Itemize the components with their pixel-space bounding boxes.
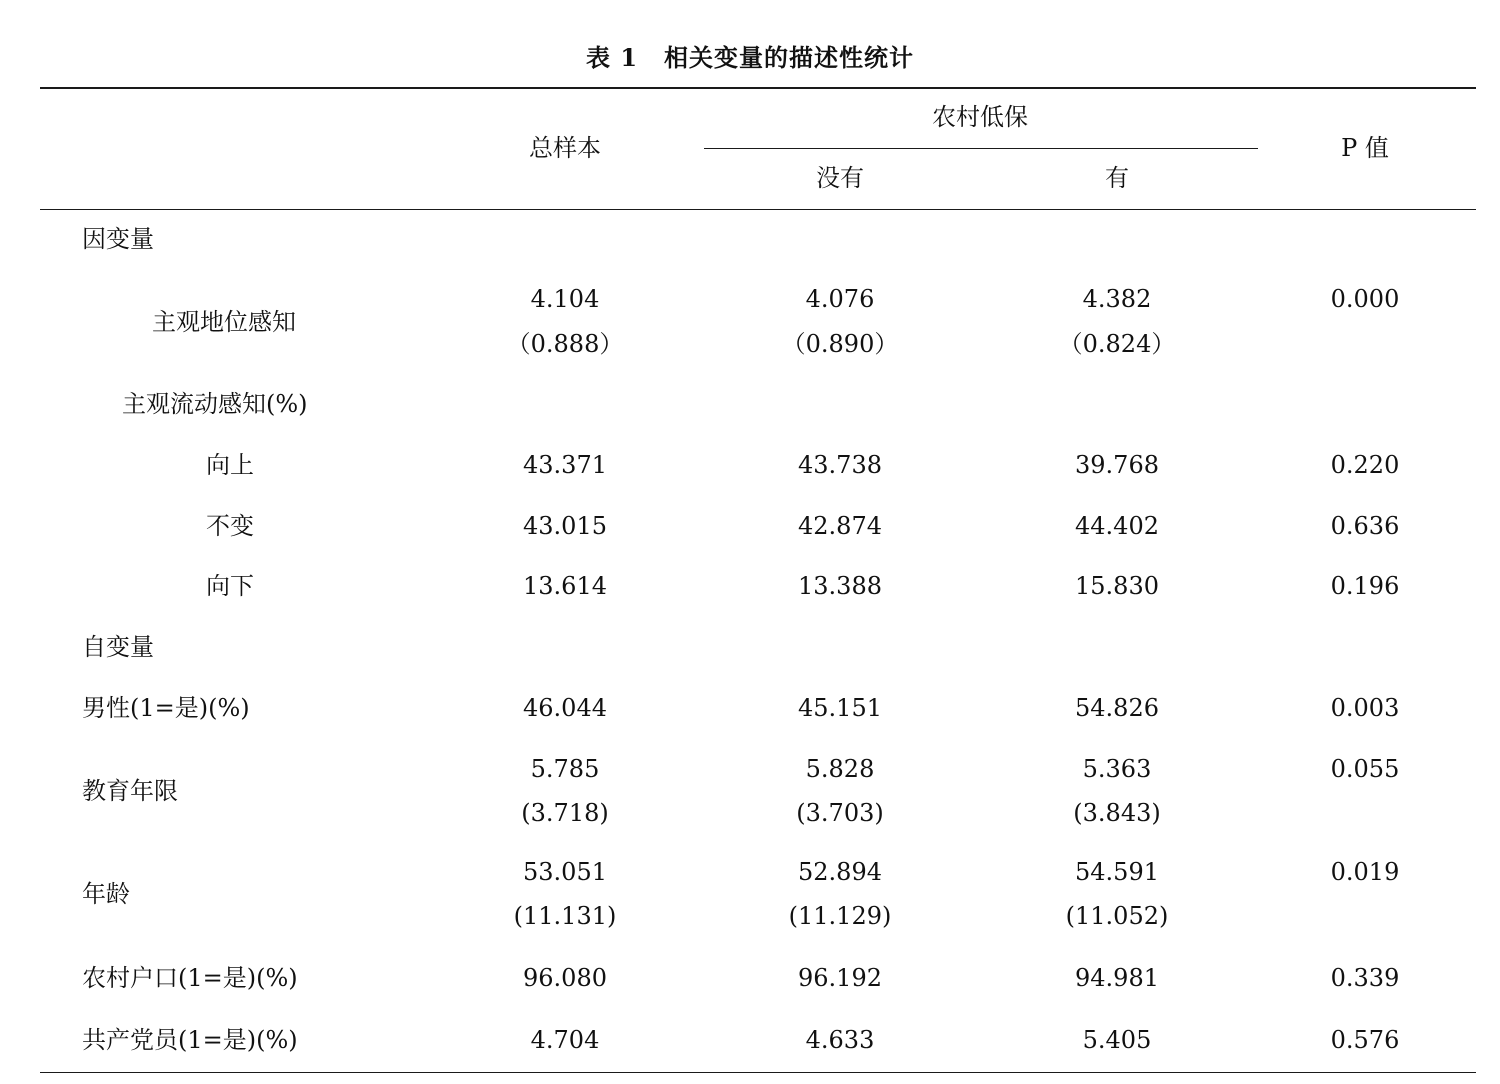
table-caption: 相关变量的描述性统计: [664, 43, 915, 72]
cell-total: 5.785: [530, 755, 600, 783]
cell-total-sd: （0.888）: [506, 330, 624, 358]
cell-total: 46.044: [523, 694, 607, 722]
cell-no: 52.894: [798, 858, 882, 886]
header-yes: 有: [1105, 164, 1129, 192]
cell-no-sd: (11.129): [788, 902, 892, 930]
cell-total: 4.104: [530, 285, 600, 313]
cell-total: 96.080: [523, 964, 607, 992]
header-p-value: P 值: [1341, 134, 1389, 162]
cell-p: 0.339: [1330, 964, 1400, 992]
cell-p: 0.196: [1330, 572, 1400, 600]
cell-yes-sd: (11.052): [1065, 902, 1169, 930]
cell-yes: 39.768: [1075, 451, 1159, 479]
cell-no: 45.151: [798, 694, 882, 722]
cell-total-sd: (11.131): [513, 902, 617, 930]
cell-yes-sd: （0.824）: [1058, 330, 1176, 358]
cell-no: 96.192: [798, 964, 882, 992]
bottom-rule: [40, 1072, 1476, 1073]
section-label-dependent: 因变量: [82, 225, 154, 253]
cell-p: 0.220: [1330, 451, 1400, 479]
header-bottom-rule: [40, 209, 1476, 210]
table-number: 表 1: [585, 43, 639, 72]
cell-total: 43.371: [523, 451, 607, 479]
header-group-lowincome: 农村低保: [932, 103, 1028, 131]
cell-yes: 5.363: [1082, 755, 1152, 783]
cell-no: 43.738: [798, 451, 882, 479]
top-rule: [40, 87, 1476, 89]
cell-yes: 44.402: [1075, 512, 1159, 540]
cell-p: 0.003: [1330, 694, 1400, 722]
cell-yes: 15.830: [1075, 572, 1159, 600]
cell-yes: 4.382: [1082, 285, 1152, 313]
cell-total: 43.015: [523, 512, 607, 540]
row-label: 共产党员(1=是)(%): [82, 1026, 298, 1054]
cell-yes: 94.981: [1075, 964, 1159, 992]
cell-no: 5.828: [805, 755, 875, 783]
header-no: 没有: [816, 164, 864, 192]
group-rule: [704, 148, 1258, 149]
row-label: 主观地位感知: [152, 308, 296, 336]
cell-yes: 54.826: [1075, 694, 1159, 722]
cell-no-sd: (3.703): [796, 799, 884, 827]
cell-no: 13.388: [798, 572, 882, 600]
cell-p: 0.019: [1330, 858, 1400, 886]
row-label: 教育年限: [82, 777, 178, 805]
cell-total: 13.614: [523, 572, 607, 600]
row-label: 农村户口(1=是)(%): [82, 964, 298, 992]
cell-yes: 54.591: [1075, 858, 1159, 886]
row-label: 年龄: [82, 880, 130, 908]
row-label: 不变: [206, 512, 254, 540]
row-label: 男性(1=是)(%): [82, 694, 250, 722]
cell-yes-sd: (3.843): [1073, 799, 1161, 827]
cell-p: 0.576: [1330, 1026, 1400, 1054]
section-label-independent: 自变量: [82, 633, 154, 661]
cell-p: 0.000: [1330, 285, 1400, 313]
header-total: 总样本: [529, 134, 601, 162]
row-label: 向下: [206, 572, 254, 600]
cell-total: 4.704: [530, 1026, 600, 1054]
cell-no: 4.076: [805, 285, 875, 313]
row-label: 主观流动感知(%): [122, 390, 308, 418]
cell-total-sd: (3.718): [521, 799, 609, 827]
cell-p: 0.055: [1330, 755, 1400, 783]
cell-total: 53.051: [523, 858, 607, 886]
cell-yes: 5.405: [1082, 1026, 1152, 1054]
cell-no: 4.633: [805, 1026, 875, 1054]
cell-no: 42.874: [798, 512, 882, 540]
cell-no-sd: （0.890）: [781, 330, 899, 358]
table-title: [0, 38, 1500, 73]
row-label: 向上: [206, 451, 254, 479]
cell-p: 0.636: [1330, 512, 1400, 540]
